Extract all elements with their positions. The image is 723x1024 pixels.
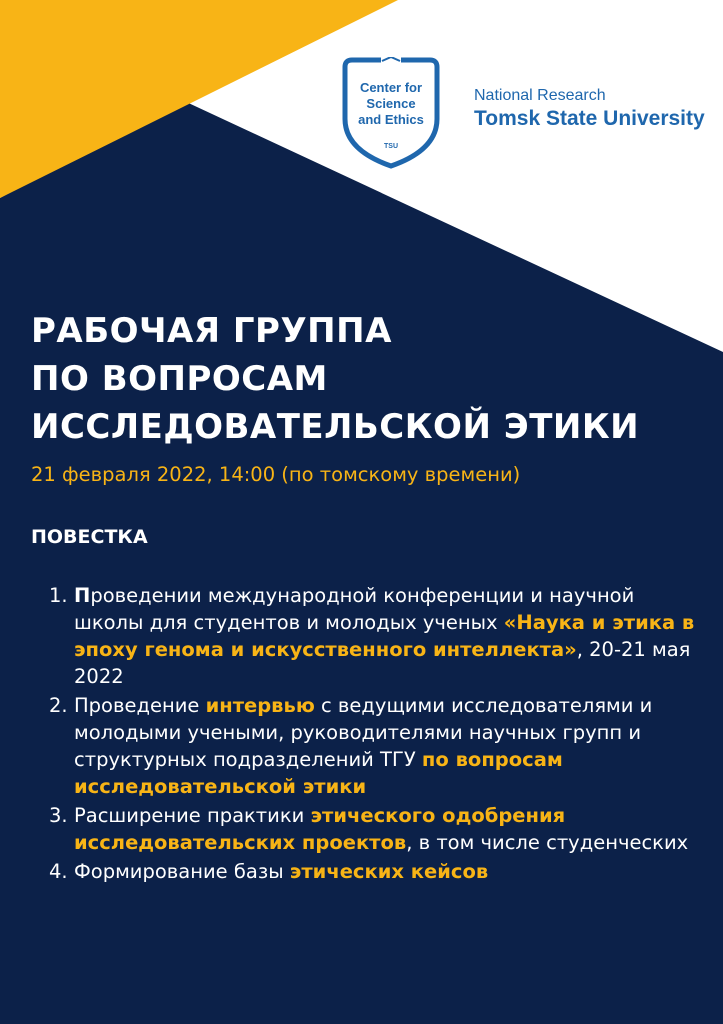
- title-line1: РАБОЧАЯ ГРУППА: [31, 311, 392, 351]
- logo-line1: Center for: [359, 80, 423, 95]
- agenda-item-number: 2.: [49, 694, 68, 717]
- agenda-item-number: 1.: [49, 584, 68, 607]
- agenda-item-highlight: этических кейсов: [289, 860, 489, 883]
- agenda-item: [31, 858, 701, 885]
- center-logo: [341, 57, 441, 169]
- agenda-heading: ПОВЕСТКА: [31, 526, 148, 548]
- agenda-item-text: Формирование базы: [74, 860, 290, 883]
- agenda-list: [31, 582, 701, 887]
- agenda-item-highlight: интервью: [205, 694, 315, 717]
- agenda-item-number: 4.: [49, 860, 68, 883]
- logo-tag: TSU: [384, 143, 398, 150]
- title-line3: ИССЛЕДОВАТЕЛЬСКОЙ ЭТИКИ: [31, 407, 640, 447]
- agenda-item: [31, 802, 701, 856]
- agenda-item-number: 3.: [49, 804, 68, 827]
- page-title: [31, 307, 639, 451]
- university-name: [474, 86, 705, 132]
- agenda-item-text: , в том числе студенческих: [406, 831, 689, 854]
- event-date: 21 февраля 2022, 14:00 (по томскому времени): [31, 463, 521, 486]
- logo-line2: Science: [366, 96, 416, 111]
- agenda-item-first-letter: П: [74, 584, 91, 607]
- agenda-item-highlight: по вопросам исследовательской этики: [74, 748, 563, 798]
- agenda-item-text: Расширение практики: [74, 804, 311, 827]
- university-line1: National Research: [474, 87, 606, 104]
- agenda-item: [31, 692, 701, 800]
- agenda-item: [31, 582, 701, 690]
- logo-line3: and Ethics: [358, 112, 424, 127]
- university-line2: Tomsk State University: [474, 107, 705, 130]
- agenda-item-highlight: этического одобрения исследовательских проектов: [74, 804, 566, 854]
- agenda-item-highlight: «Наука и этика в эпоху генома и искусственного интеллекта»: [74, 611, 695, 661]
- agenda-item-text: роведении международной конференции и научной школы для студентов и молодых ученых: [74, 584, 635, 634]
- shield-logo-icon: [341, 57, 441, 169]
- agenda-item-text: с ведущими исследователями и молодыми учеными, руководителями научных групп и структурных подразделений ТГУ: [74, 694, 653, 771]
- title-line2: ПО ВОПРОСАМ: [31, 359, 328, 399]
- agenda-item-text: Проведение: [74, 694, 206, 717]
- agenda-item-text: , 20-21 мая 2022: [74, 638, 691, 688]
